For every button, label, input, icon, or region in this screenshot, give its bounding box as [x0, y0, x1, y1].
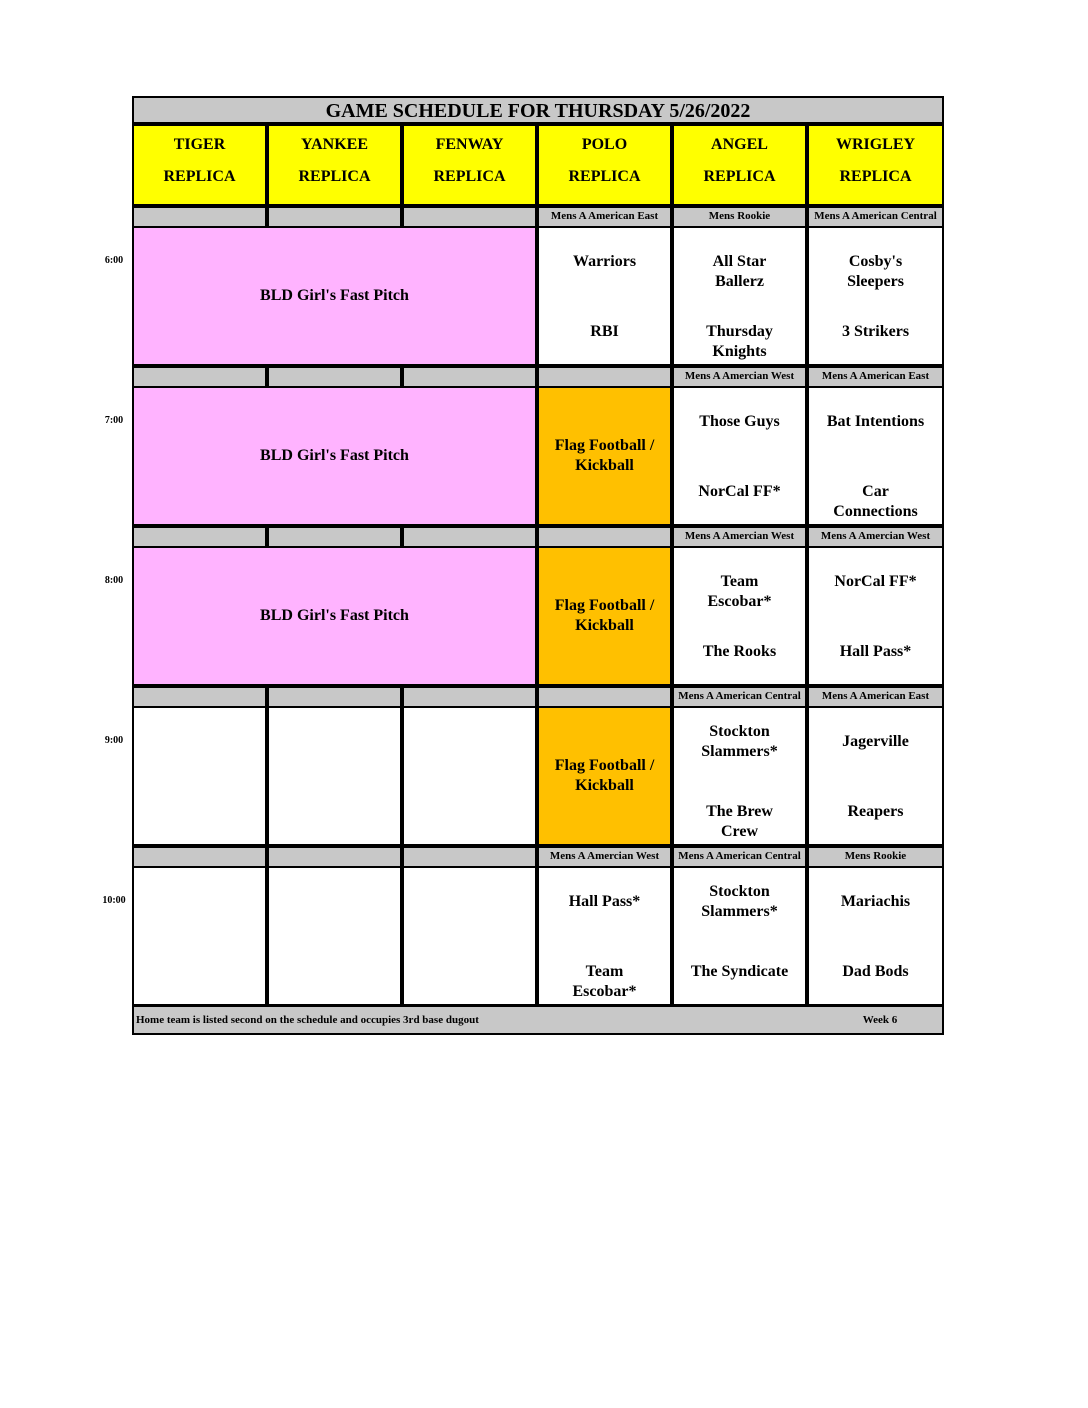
game-cell [537, 866, 672, 1006]
division-label [402, 526, 537, 548]
field-header-polo [537, 124, 672, 206]
game-cell [807, 546, 944, 686]
division-label: Mens Rookie [807, 846, 944, 868]
flag-football-block: Flag Football / Kickball [537, 546, 672, 686]
field-subname: REPLICA [163, 168, 236, 185]
division-label: Mens A Amercian West [672, 526, 807, 548]
away-team: Stockton Slammers* [701, 883, 778, 920]
home-team: Car Connections [833, 483, 918, 520]
home-team: The Syndicate [690, 963, 789, 980]
division-label: Mens A American Central [807, 206, 944, 228]
game-cell [672, 226, 807, 366]
time-label: 9:00 [104, 735, 124, 746]
empty-field-cell [267, 866, 402, 1006]
division-label [267, 366, 402, 388]
empty-field-cell [402, 866, 537, 1006]
away-team: Jagerville [842, 733, 909, 750]
time-label: 6:00 [104, 255, 124, 266]
home-team: Hall Pass* [839, 643, 912, 660]
division-label: Mens A Amercian West [807, 526, 944, 548]
empty-field-cell [132, 706, 267, 846]
division-label [267, 526, 402, 548]
field-name: TIGER [173, 136, 226, 153]
away-team: Team Escobar* [707, 573, 772, 610]
division-label [132, 526, 267, 548]
division-label [537, 686, 672, 708]
game-cell [537, 226, 672, 366]
bld-fast-pitch-block: BLD Girl's Fast Pitch [132, 546, 537, 686]
field-name: YANKEE [301, 136, 368, 153]
field-header-yankee [267, 124, 402, 206]
time-label: 10:00 [102, 895, 126, 906]
division-label [267, 206, 402, 228]
game-cell [807, 226, 944, 366]
flag-football-block: Flag Football / Kickball [537, 706, 672, 846]
home-team: The Rooks [702, 643, 777, 660]
division-label [132, 366, 267, 388]
bld-fast-pitch-block: BLD Girl's Fast Pitch [132, 386, 537, 526]
time-label: 8:00 [104, 575, 124, 586]
footer-bar [132, 1005, 944, 1035]
game-cell [672, 386, 807, 526]
division-label [402, 366, 537, 388]
bld-fast-pitch-block: BLD Girl's Fast Pitch [132, 226, 537, 366]
division-label: Mens A American East [537, 206, 672, 228]
game-cell [807, 706, 944, 846]
field-name: FENWAY [435, 136, 504, 153]
division-label [537, 366, 672, 388]
away-team: Warriors [572, 253, 637, 270]
game-cell [807, 386, 944, 526]
division-label: Mens A Amercian West [672, 366, 807, 388]
division-label [132, 686, 267, 708]
division-label: Mens A American Central [672, 846, 807, 868]
field-name: POLO [581, 136, 628, 153]
field-header-wrigley [807, 124, 944, 206]
away-team: Mariachis [840, 893, 911, 910]
division-label [267, 846, 402, 868]
home-team: RBI [590, 323, 619, 340]
division-label [402, 206, 537, 228]
field-subname: REPLICA [298, 168, 371, 185]
away-team: Cosby's Sleepers [847, 253, 904, 290]
home-team: Thursday Knights [706, 323, 773, 360]
division-label [402, 686, 537, 708]
field-header-fenway [402, 124, 537, 206]
division-label [132, 206, 267, 228]
away-team: NorCal FF* [834, 573, 917, 590]
field-header-tiger [132, 124, 267, 206]
division-label [132, 846, 267, 868]
time-label: 7:00 [104, 415, 124, 426]
home-team: Team Escobar* [572, 963, 637, 1000]
game-cell [672, 706, 807, 846]
week-label: Week 6 [862, 1014, 898, 1026]
away-team: Stockton Slammers* [701, 723, 778, 760]
away-team: Hall Pass* [568, 893, 641, 910]
field-name: WRIGLEY [835, 136, 916, 153]
away-team: Bat Intentions [826, 413, 925, 430]
field-name: ANGEL [711, 136, 768, 153]
game-cell [672, 866, 807, 1006]
home-team: NorCal FF* [698, 483, 781, 500]
division-label [537, 526, 672, 548]
home-team: Reapers [847, 803, 904, 820]
division-label: Mens A American Central [672, 686, 807, 708]
division-label: Mens A American East [807, 366, 944, 388]
empty-field-cell [267, 706, 402, 846]
division-label [402, 846, 537, 868]
flag-football-block: Flag Football / Kickball [537, 386, 672, 526]
division-label: Mens Rookie [672, 206, 807, 228]
division-label: Mens A American East [807, 686, 944, 708]
home-team: Dad Bods [842, 963, 909, 980]
field-subname: REPLICA [839, 168, 912, 185]
game-cell [807, 866, 944, 1006]
field-subname: REPLICA [568, 168, 641, 185]
home-team-note: Home team is listed second on the schedule and occupies 3rd base dugout [136, 1014, 479, 1026]
home-team: 3 Strikers [841, 323, 910, 340]
empty-field-cell [402, 706, 537, 846]
division-label [267, 686, 402, 708]
away-team: Those Guys [699, 413, 780, 430]
field-subname: REPLICA [703, 168, 776, 185]
schedule-title: GAME SCHEDULE FOR THURSDAY 5/26/2022 [132, 96, 944, 124]
field-subname: REPLICA [433, 168, 506, 185]
away-team: All Star Ballerz [712, 253, 767, 290]
game-cell [672, 546, 807, 686]
home-team: The Brew Crew [706, 803, 773, 840]
division-label: Mens A Amercian West [537, 846, 672, 868]
empty-field-cell [132, 866, 267, 1006]
field-header-angel [672, 124, 807, 206]
